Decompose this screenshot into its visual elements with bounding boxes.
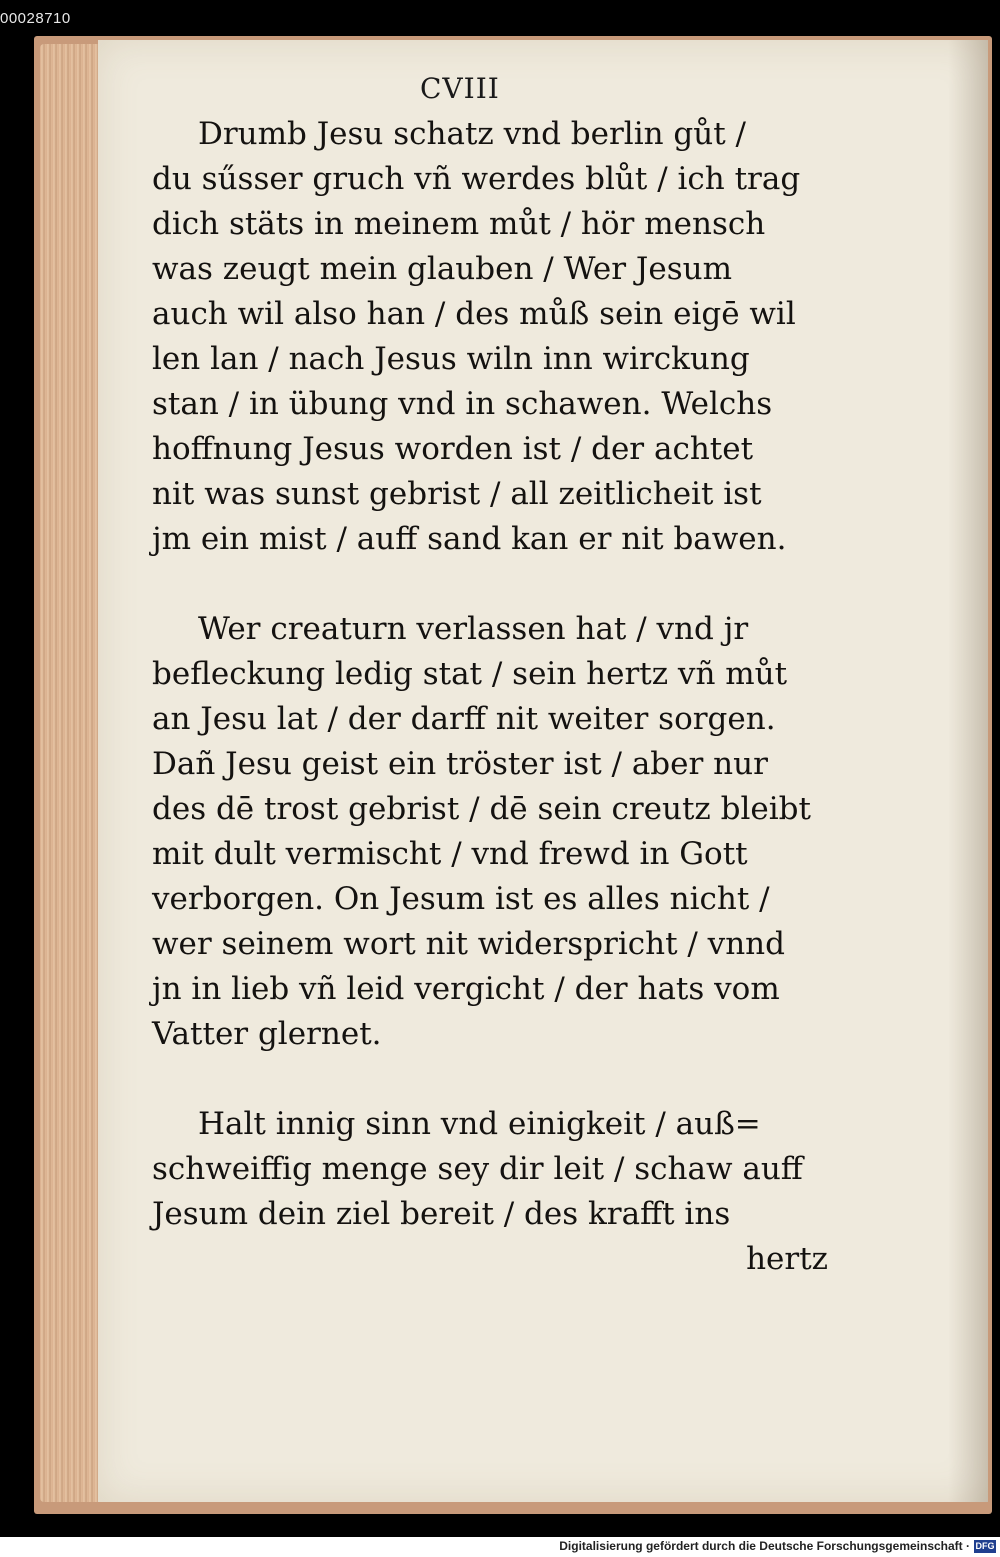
catchword: hertz — [746, 1241, 828, 1277]
text-line: verborgen. On Jesum ist es alles nicht / — [152, 881, 770, 917]
text-line: wer seinem wort nit widerspricht / vnnd — [152, 926, 785, 962]
text-line: was zeugt mein glauben / Wer Jesum — [152, 251, 732, 287]
funding-credit: Digitalisierung gefördert durch die Deutsche Forschungsgemeinschaft · — [559, 1539, 970, 1553]
text-line: du sűsser gruch vñ werdes blůt / ich trag — [152, 161, 801, 197]
dfg-logo-icon: DFG — [975, 1541, 995, 1551]
page-text-block — [152, 112, 828, 1327]
page-gutter-shadow — [948, 40, 988, 1502]
page-folio-number: CVIII — [420, 72, 500, 105]
text-line: befleckung ledig stat / sein hertz vñ můt — [152, 656, 788, 692]
text-line: jn in lieb vñ leid vergicht / der hats vom — [152, 971, 780, 1007]
text-line: mit dult vermischt / vnd frewd in Gott — [152, 836, 748, 872]
text-line: Jesum dein ziel bereit / des krafft ins — [152, 1196, 731, 1232]
stanza-3 — [152, 1102, 828, 1282]
text-line: stan / in übung vnd in schawen. Welchs — [152, 386, 773, 422]
text-line: schweiffig menge sey dir leit / schaw auff — [152, 1151, 803, 1187]
text-line: auch wil also han / des můß sein eigē wil — [152, 296, 796, 332]
text-line: dich stäts in meinem můt / hör mensch — [152, 206, 766, 242]
text-line: an Jesu lat / der darff nit weiter sorgen. — [152, 701, 776, 737]
text-line: len lan / nach Jesus wiln inn wirckung — [152, 341, 750, 377]
scan-id-label: 00028710 — [0, 10, 71, 27]
text-line: hoffnung Jesus worden ist / der achtet — [152, 431, 754, 467]
text-line: Vatter glernet. — [152, 1016, 382, 1052]
text-line: nit was sunst gebrist / all zeitlicheit ist — [152, 476, 762, 512]
text-line: des dē trost gebrist / dē sein creutz bleibt — [152, 791, 811, 827]
text-line: Dañ Jesu geist ein tröster ist / aber nur — [152, 746, 768, 782]
text-line: jm ein mist / auff sand kan er nit bawen. — [152, 521, 787, 557]
footer-bar — [0, 1537, 1000, 1557]
page-stack-edge — [40, 44, 100, 1502]
stanza-1 — [152, 112, 828, 562]
text-line: Drumb Jesu schatz vnd berlin gůt / — [198, 116, 746, 152]
text-line: Halt innig sinn vnd einigkeit / auß= — [198, 1106, 761, 1142]
stanza-2 — [152, 607, 828, 1057]
text-line: Wer creaturn verlassen hat / vnd jr — [198, 611, 749, 647]
